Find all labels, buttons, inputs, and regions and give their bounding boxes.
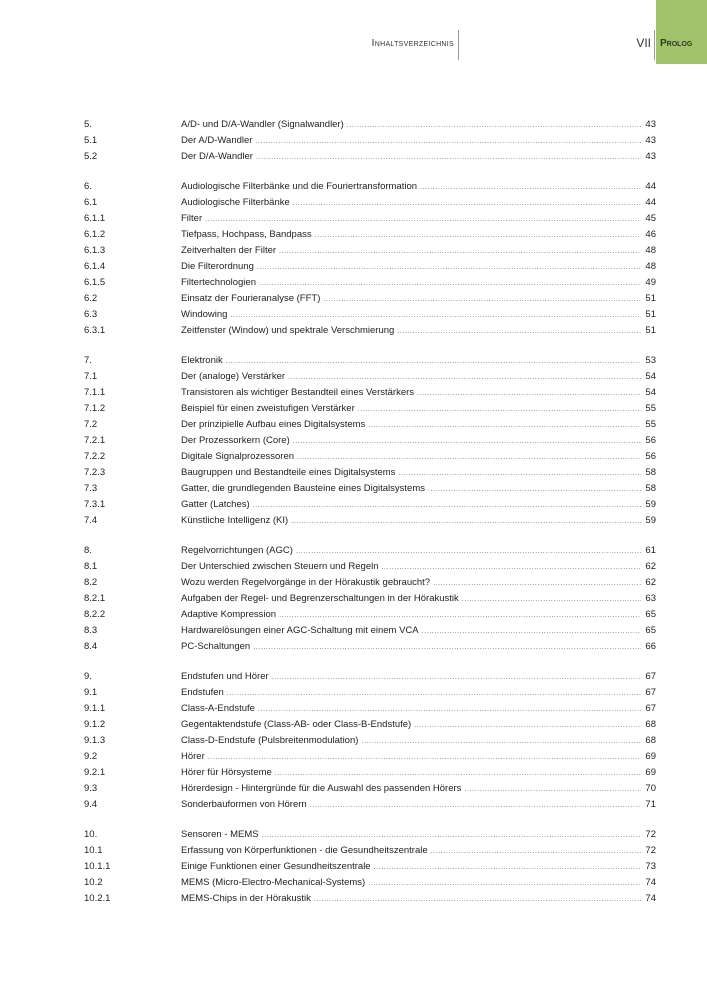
- toc-entry-title: Der A/D-Wandler: [181, 135, 253, 146]
- toc-entry-page: 51: [645, 325, 656, 336]
- toc-entry-page: 48: [645, 261, 656, 272]
- toc-entry-line: [181, 543, 656, 560]
- toc-entry[interactable]: [84, 227, 656, 243]
- toc-section: [84, 669, 656, 813]
- toc-entry-number: 9.2.1: [84, 767, 106, 778]
- toc-entry-title: Die Filterordnung: [181, 261, 254, 272]
- toc-entry[interactable]: [84, 843, 656, 859]
- dot-leader: [382, 560, 642, 576]
- toc-entry-line: [181, 149, 656, 166]
- toc-entry[interactable]: [84, 133, 656, 149]
- toc-entry[interactable]: [84, 259, 656, 275]
- toc-entry-page: 53: [645, 355, 656, 366]
- toc-entry-page: 72: [645, 829, 656, 840]
- toc-entry-number: 7.2.2: [84, 451, 106, 462]
- toc-entry-title: Künstliche Intelligenz (KI): [181, 515, 289, 526]
- dot-leader: [398, 466, 641, 482]
- toc-entry-number: 8.2.2: [84, 609, 106, 620]
- toc-section: [84, 353, 656, 529]
- toc-entry-number: 7.3: [84, 483, 98, 494]
- toc-entry-page: 69: [645, 751, 656, 762]
- toc-entry-number: 5.2: [84, 151, 98, 162]
- dot-leader: [288, 370, 641, 386]
- toc-entry[interactable]: [84, 481, 656, 497]
- toc-entry-number: 8.2: [84, 577, 98, 588]
- toc-entry-line: [181, 385, 656, 402]
- toc-entry-page: 56: [645, 435, 656, 446]
- toc-entry-title: Filtertechnologien: [181, 277, 256, 288]
- toc-entry-number: 7.1.2: [84, 403, 106, 414]
- toc-entry-title: Wozu werden Regelvorgänge in der Hörakustik gebraucht?: [181, 577, 431, 588]
- toc-entry-number: 10.1: [84, 845, 103, 856]
- toc-entry[interactable]: [84, 543, 656, 559]
- toc-entry[interactable]: [84, 765, 656, 781]
- toc-entry-line: [181, 859, 656, 876]
- toc-entry-title: Beispiel für einen zweistufigen Verstärker: [181, 403, 355, 414]
- toc-entry-line: [181, 369, 656, 386]
- toc-entry-title: Tiefpass, Hochpass, Bandpass: [181, 229, 312, 240]
- toc-entry[interactable]: [84, 369, 656, 385]
- toc-entry-page: 72: [645, 845, 656, 856]
- chapter-tab-label: Prolog: [660, 38, 693, 49]
- dot-leader: [297, 450, 641, 466]
- toc-entry-title: Hörerdesign - Hintergründe für die Auswahl des passenden Hörers: [181, 783, 462, 794]
- page-number: VII: [636, 36, 651, 50]
- dot-leader: [315, 228, 641, 244]
- toc-entry-page: 69: [645, 767, 656, 778]
- toc-entry-number: 10.2: [84, 877, 103, 888]
- toc-entry-page: 49: [645, 277, 656, 288]
- toc-entry-number: 7.2.1: [84, 435, 106, 446]
- toc-entry-title: Der D/A-Wandler: [181, 151, 253, 162]
- toc-entry-number: 8.4: [84, 641, 98, 652]
- toc-entry[interactable]: [84, 307, 656, 323]
- toc-entry-page: 63: [645, 593, 656, 604]
- toc-entry-page: 43: [645, 119, 656, 130]
- toc-entry-title: Class-A-Endstufe: [181, 703, 255, 714]
- toc-entry-line: [181, 559, 656, 576]
- toc-entry-number: 8.2.1: [84, 593, 106, 604]
- toc-entry-title: MEMS-Chips in der Hörakustik: [181, 893, 311, 904]
- toc-entry-title: Endstufen: [181, 687, 224, 698]
- toc-entry[interactable]: [84, 559, 656, 575]
- toc-entry[interactable]: [84, 243, 656, 259]
- toc-entry-line: [181, 275, 656, 292]
- toc-entry-line: [181, 827, 656, 844]
- toc-entry[interactable]: [84, 465, 656, 481]
- toc-entry-line: [181, 591, 656, 608]
- toc-entry-title: Gegentaktendstufe (Class-AB- oder Class-B-Endstufe): [181, 719, 412, 730]
- toc-entry-page: 43: [645, 151, 656, 162]
- toc-entry-page: 48: [645, 245, 656, 256]
- toc-entry[interactable]: [84, 417, 656, 433]
- toc-entry-title: Audiologische Filterbänke: [181, 197, 290, 208]
- dot-leader: [253, 498, 641, 514]
- toc-entry[interactable]: [84, 749, 656, 765]
- toc-entry-page: 54: [645, 387, 656, 398]
- toc-entry-line: [181, 781, 656, 798]
- toc-entry-title: Windowing: [181, 309, 228, 320]
- dot-leader: [255, 134, 641, 150]
- toc-entry-title: Endstufen und Hörer: [181, 671, 269, 682]
- toc-entry-number: 9.3: [84, 783, 98, 794]
- header-divider: [458, 30, 459, 60]
- toc-entry-line: [181, 481, 656, 498]
- toc-entry-line: [181, 685, 656, 702]
- toc-section: [84, 117, 656, 165]
- toc-entry-title: Zeitfenster (Window) und spektrale Verschmierung: [181, 325, 395, 336]
- dot-leader: [374, 860, 641, 876]
- toc-entry-line: [181, 513, 656, 530]
- toc-entry[interactable]: [84, 781, 656, 797]
- toc-entry[interactable]: [84, 117, 656, 133]
- toc-entry-title: Hörer: [181, 751, 205, 762]
- toc-entry[interactable]: [84, 449, 656, 465]
- toc-entry-page: 46: [645, 229, 656, 240]
- toc-entry-line: [181, 701, 656, 718]
- dot-leader: [420, 180, 641, 196]
- dot-leader: [347, 118, 641, 134]
- toc-entry-title: MEMS (Micro-Electro-Mechanical-Systems): [181, 877, 366, 888]
- toc-entry[interactable]: [84, 875, 656, 891]
- dot-leader: [258, 702, 641, 718]
- toc-entry-line: [181, 733, 656, 750]
- toc-entry-page: 56: [645, 451, 656, 462]
- header-divider: [654, 30, 655, 60]
- toc-entry[interactable]: [84, 607, 656, 623]
- dot-leader: [464, 782, 641, 798]
- toc-entry-title: Einige Funktionen einer Gesundheitszentrale: [181, 861, 371, 872]
- toc-entry-title: Der prinzipielle Aufbau eines Digitalsystems: [181, 419, 366, 430]
- toc-entry-number: 8.: [84, 545, 92, 556]
- toc-entry-page: 58: [645, 483, 656, 494]
- toc-entry-title: Transistoren als wichtiger Bestandteil eines Verstärkers: [181, 387, 415, 398]
- toc-entry-page: 62: [645, 561, 656, 572]
- chapter-tab: [656, 0, 707, 64]
- dot-leader: [275, 766, 641, 782]
- dot-leader: [279, 608, 641, 624]
- toc-entry-number: 9.4: [84, 799, 98, 810]
- dot-leader: [208, 750, 641, 766]
- toc-entry-number: 6.3: [84, 309, 98, 320]
- toc-entry-title: Der (analoge) Verstärker: [181, 371, 286, 382]
- dot-leader: [368, 418, 641, 434]
- toc-entry[interactable]: [84, 385, 656, 401]
- toc-entry-line: [181, 875, 656, 892]
- toc-entry-title: Class-D-Endstufe (Pulsbreitenmodulation): [181, 735, 359, 746]
- toc-entry-page: 61: [645, 545, 656, 556]
- dot-leader: [272, 670, 641, 686]
- toc-entry-line: [181, 497, 656, 514]
- toc-entry-page: 55: [645, 403, 656, 414]
- toc-entry[interactable]: [84, 701, 656, 717]
- toc-entry-number: 9.1.2: [84, 719, 106, 730]
- toc-entry-title: Einsatz der Fourieranalyse (FFT): [181, 293, 321, 304]
- toc-entry-title: Filter: [181, 213, 203, 224]
- toc-entry-line: [181, 639, 656, 656]
- toc-entry[interactable]: [84, 797, 656, 813]
- dot-leader: [226, 354, 641, 370]
- toc-section: [84, 543, 656, 655]
- toc-entry-line: [181, 843, 656, 860]
- toc-entry-number: 6.1.5: [84, 277, 106, 288]
- toc-entry[interactable]: [84, 891, 656, 907]
- toc-entry-line: [181, 179, 656, 196]
- toc-entry-page: 44: [645, 181, 656, 192]
- toc-entry-title: Gatter, die grundlegenden Bausteine eines Digitalsystems: [181, 483, 425, 494]
- toc-entry-title: Aufgaben der Regel- und Begrenzerschaltungen in der Hörakustik: [181, 593, 459, 604]
- toc-entry-line: [181, 227, 656, 244]
- toc-entry-page: 67: [645, 687, 656, 698]
- dot-leader: [291, 514, 641, 530]
- dot-leader: [414, 718, 641, 734]
- toc-entry-line: [181, 669, 656, 686]
- toc-entry-number: 10.: [84, 829, 98, 840]
- toc-entry-line: [181, 195, 656, 212]
- toc-entry-title: Erfassung von Körperfunktionen - die Gesundheitszentrale: [181, 845, 428, 856]
- dot-leader: [361, 734, 641, 750]
- toc-entry[interactable]: [84, 211, 656, 227]
- toc-entry[interactable]: [84, 717, 656, 733]
- dot-leader: [358, 402, 641, 418]
- toc-entry-number: 6.2: [84, 293, 98, 304]
- dot-leader: [422, 624, 641, 640]
- dot-leader: [417, 386, 641, 402]
- toc-entry-title: PC-Schaltungen: [181, 641, 251, 652]
- toc-entry-title: A/D- und D/A-Wandler (Signalwandler): [181, 119, 344, 130]
- dot-leader: [293, 196, 641, 212]
- toc-entry-line: [181, 259, 656, 276]
- toc-entry[interactable]: [84, 827, 656, 843]
- toc-entry-page: 67: [645, 703, 656, 714]
- table-of-contents: [84, 117, 656, 921]
- toc-entry-page: 51: [645, 309, 656, 320]
- toc-entry[interactable]: [84, 859, 656, 875]
- toc-entry-line: [181, 353, 656, 370]
- toc-entry-line: [181, 243, 656, 260]
- dot-leader: [323, 292, 641, 308]
- dot-leader: [257, 260, 641, 276]
- toc-entry-line: [181, 717, 656, 734]
- toc-entry-page: 73: [645, 861, 656, 872]
- toc-entry-line: [181, 117, 656, 134]
- dot-leader: [227, 686, 641, 702]
- toc-entry-title: Elektronik: [181, 355, 223, 366]
- toc-entry-line: [181, 323, 656, 340]
- toc-entry-line: [181, 401, 656, 418]
- dot-leader: [397, 324, 641, 340]
- toc-entry-page: 71: [645, 799, 656, 810]
- toc-entry-number: 6.3.1: [84, 325, 106, 336]
- toc-entry-number: 7.2.3: [84, 467, 106, 478]
- toc-entry-number: 7.: [84, 355, 92, 366]
- dot-leader: [262, 828, 641, 844]
- toc-entry-number: 7.4: [84, 515, 98, 526]
- toc-entry[interactable]: [84, 323, 656, 339]
- toc-entry-line: [181, 211, 656, 228]
- toc-entry-number: 8.3: [84, 625, 98, 636]
- toc-entry[interactable]: [84, 639, 656, 655]
- toc-entry-title: Gatter (Latches): [181, 499, 250, 510]
- section-title: Inhaltsverzeichnis: [371, 38, 454, 49]
- toc-entry[interactable]: [84, 275, 656, 291]
- toc-entry[interactable]: [84, 733, 656, 749]
- dot-leader: [253, 640, 641, 656]
- dot-leader: [431, 844, 641, 860]
- toc-entry-title: Regelvorrichtungen (AGC): [181, 545, 293, 556]
- toc-entry-page: 66: [645, 641, 656, 652]
- toc-entry-number: 9.: [84, 671, 92, 682]
- toc-entry-number: 8.1: [84, 561, 98, 572]
- toc-entry-page: 58: [645, 467, 656, 478]
- toc-entry-title: Adaptive Kompression: [181, 609, 277, 620]
- toc-entry-page: 43: [645, 135, 656, 146]
- toc-entry-number: 10.1.1: [84, 861, 111, 872]
- toc-entry-number: 10.2.1: [84, 893, 111, 904]
- toc-entry-page: 55: [645, 419, 656, 430]
- dot-leader: [314, 892, 641, 908]
- toc-entry-number: 7.3.1: [84, 499, 106, 510]
- toc-entry-number: 6.1: [84, 197, 98, 208]
- toc-entry-page: 74: [645, 893, 656, 904]
- toc-entry-number: 6.1.3: [84, 245, 106, 256]
- toc-entry[interactable]: [84, 291, 656, 307]
- toc-entry-title: Hardwarelösungen einer AGC-Schaltung mit einem VCA: [181, 625, 419, 636]
- toc-entry-title: Sensoren - MEMS: [181, 829, 259, 840]
- toc-entry[interactable]: [84, 195, 656, 211]
- toc-entry-line: [181, 891, 656, 908]
- dot-leader: [205, 212, 641, 228]
- toc-entry-number: 9.1.1: [84, 703, 106, 714]
- toc-entry-page: 51: [645, 293, 656, 304]
- toc-entry-page: 70: [645, 783, 656, 794]
- toc-entry[interactable]: [84, 591, 656, 607]
- toc-entry-title: Digitale Signalprozessoren: [181, 451, 295, 462]
- toc-entry-number: 6.1.1: [84, 213, 106, 224]
- toc-entry-page: 59: [645, 515, 656, 526]
- dot-leader: [230, 308, 641, 324]
- dot-leader: [310, 798, 641, 814]
- dot-leader: [279, 244, 641, 260]
- toc-entry-page: 65: [645, 625, 656, 636]
- toc-entry-title: Baugruppen und Bestandteile eines Digitalsystems: [181, 467, 396, 478]
- toc-entry[interactable]: [84, 401, 656, 417]
- toc-entry-title: Der Prozessorkern (Core): [181, 435, 290, 446]
- toc-entry-title: Zeitverhalten der Filter: [181, 245, 277, 256]
- dot-leader: [428, 482, 641, 498]
- toc-entry-number: 5.: [84, 119, 92, 130]
- toc-entry-number: 9.1: [84, 687, 98, 698]
- dot-leader: [256, 150, 641, 166]
- toc-entry-title: Hörer für Hörsysteme: [181, 767, 272, 778]
- toc-entry-number: 6.1.2: [84, 229, 106, 240]
- toc-entry-line: [181, 749, 656, 766]
- dot-leader: [259, 276, 641, 292]
- toc-entry-page: 62: [645, 577, 656, 588]
- toc-entry-page: 74: [645, 877, 656, 888]
- toc-entry-page: 54: [645, 371, 656, 382]
- dot-leader: [462, 592, 641, 608]
- toc-entry[interactable]: [84, 685, 656, 701]
- toc-entry[interactable]: [84, 179, 656, 195]
- toc-entry-number: 7.1: [84, 371, 98, 382]
- toc-entry-title: Der Unterschied zwischen Steuern und Regeln: [181, 561, 379, 572]
- toc-entry-line: [181, 417, 656, 434]
- toc-entry-line: [181, 133, 656, 150]
- toc-entry-page: 65: [645, 609, 656, 620]
- toc-section: [84, 179, 656, 339]
- toc-entry-number: 6.: [84, 181, 92, 192]
- dot-leader: [433, 576, 641, 592]
- toc-entry-line: [181, 623, 656, 640]
- toc-entry[interactable]: [84, 433, 656, 449]
- toc-entry-title: Sonderbauformen von Hörern: [181, 799, 307, 810]
- dot-leader: [368, 876, 641, 892]
- toc-entry-page: 67: [645, 671, 656, 682]
- toc-entry-page: 68: [645, 735, 656, 746]
- toc-entry-page: 45: [645, 213, 656, 224]
- toc-entry-line: [181, 797, 656, 814]
- toc-entry-line: [181, 465, 656, 482]
- toc-entry-page: 59: [645, 499, 656, 510]
- toc-entry[interactable]: [84, 353, 656, 369]
- toc-entry[interactable]: [84, 669, 656, 685]
- toc-entry-number: 6.1.4: [84, 261, 106, 272]
- toc-entry-number: 5.1: [84, 135, 98, 146]
- toc-entry[interactable]: [84, 575, 656, 591]
- toc-entry-page: 68: [645, 719, 656, 730]
- dot-leader: [296, 544, 641, 560]
- toc-entry-page: 44: [645, 197, 656, 208]
- dot-leader: [293, 434, 641, 450]
- toc-entry-line: [181, 291, 656, 308]
- toc-entry-line: [181, 765, 656, 782]
- toc-entry-number: 9.1.3: [84, 735, 106, 746]
- toc-entry-line: [181, 449, 656, 466]
- toc-entry[interactable]: [84, 149, 656, 165]
- toc-entry-line: [181, 433, 656, 450]
- toc-entry[interactable]: [84, 513, 656, 529]
- toc-entry-number: 7.1.1: [84, 387, 106, 398]
- toc-entry-number: 7.2: [84, 419, 98, 430]
- toc-entry-title: Audiologische Filterbänke und die Fouriertransformation: [181, 181, 418, 192]
- toc-entry[interactable]: [84, 497, 656, 513]
- toc-entry-number: 9.2: [84, 751, 98, 762]
- toc-section: [84, 827, 656, 907]
- toc-entry-line: [181, 307, 656, 324]
- toc-entry-line: [181, 575, 656, 592]
- toc-entry[interactable]: [84, 623, 656, 639]
- toc-entry-line: [181, 607, 656, 624]
